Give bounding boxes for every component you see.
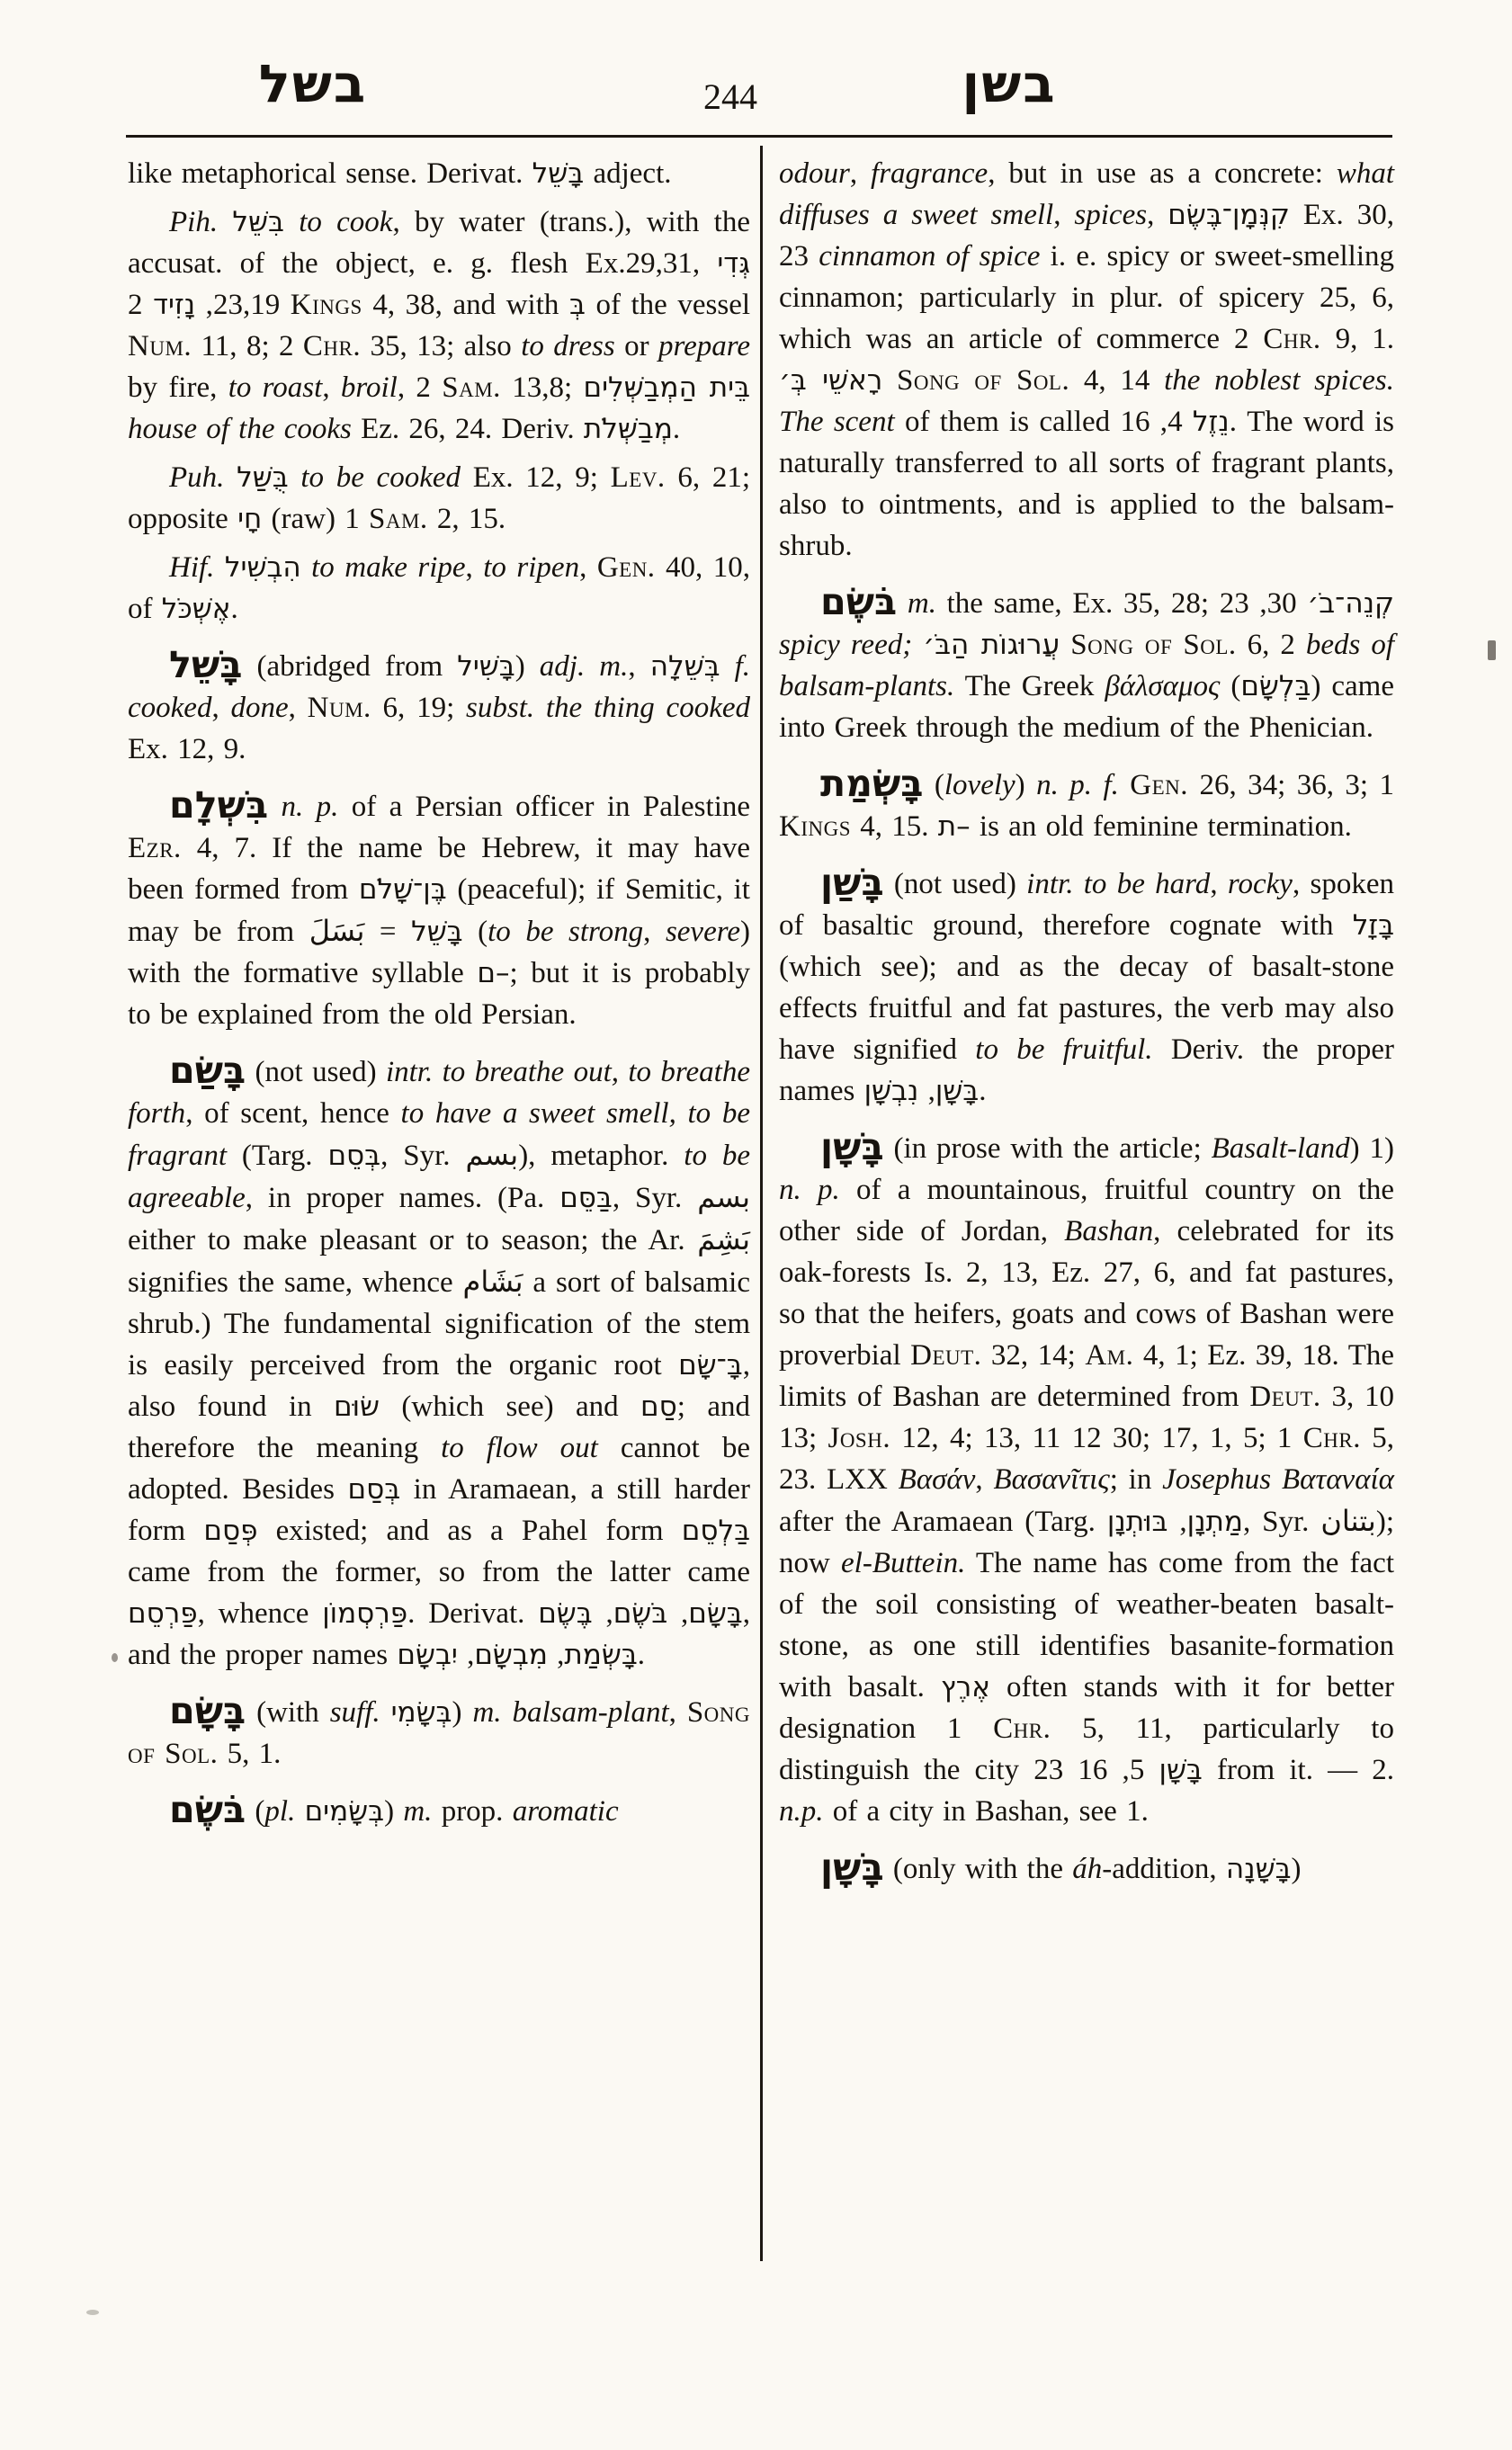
text-run: , of scent, hence xyxy=(185,1097,401,1130)
smallcaps-reference-run: Kings xyxy=(779,810,852,843)
italic-text-run: fragrance xyxy=(871,157,989,190)
text-run: came from the former, so from the latter came xyxy=(128,1556,750,1588)
smallcaps-reference-run: Num. xyxy=(307,692,371,724)
text-run: , xyxy=(918,1075,935,1107)
hebrew-word: גְּדִי xyxy=(717,247,750,280)
italic-text-run: what diffuses a sweet smell xyxy=(779,157,1394,231)
text-run: . xyxy=(637,1639,646,1671)
text-run: ) 1) xyxy=(1349,1132,1394,1165)
smallcaps-reference-run: Chr. xyxy=(1263,323,1321,355)
hebrew-word: בָּזָל xyxy=(1352,909,1394,942)
italic-text-run: to flow out xyxy=(441,1432,598,1464)
ink-speck xyxy=(112,1653,118,1662)
column-divider-rule xyxy=(760,146,763,2261)
italic-text-run: el-Buttein. xyxy=(841,1547,966,1579)
text-run: = xyxy=(364,916,412,948)
text-run xyxy=(1271,1463,1282,1496)
smallcaps-reference-run: Chr. xyxy=(1302,1422,1361,1454)
text-run: 4, 38, and with xyxy=(362,289,569,321)
smallcaps-reference-run: Song of Sol. xyxy=(896,364,1070,397)
hebrew-word: הִבְשִׁיל xyxy=(224,551,301,584)
hebrew-word: בָּשֵׁל xyxy=(532,157,585,190)
hebrew-word: בְּסֵם xyxy=(327,1140,381,1172)
hebrew-headword: בָּשָׁן xyxy=(820,1846,884,1889)
text-run: 4, 7. If the name be Hebrew, it may have been formed from xyxy=(128,832,750,906)
hebrew-word: פְּסַם xyxy=(203,1515,258,1547)
text-run: of a city in Bashan, see 1. xyxy=(823,1795,1149,1828)
smallcaps-reference-run: Chr. xyxy=(302,330,362,362)
text-run: the same, Ex. 35, 28; xyxy=(935,587,1220,620)
hebrew-word: בָּשְׂמַת xyxy=(564,1639,638,1671)
text-run: , xyxy=(849,157,872,190)
smallcaps-reference-run: Song of Sol. xyxy=(128,1696,750,1770)
text-run: (with xyxy=(246,1696,330,1729)
ink-speck xyxy=(1488,640,1496,660)
hebrew-word: פַּרְסְמוֹן xyxy=(322,1597,408,1630)
text-run: 40, 10, of xyxy=(128,551,751,625)
entry-paragraph xyxy=(128,457,750,540)
text-run: 23,19, xyxy=(195,289,281,321)
hebrew-word: מִבְשָׂם xyxy=(474,1639,548,1671)
entry-paragraph xyxy=(779,153,1394,567)
text-run: (not used) xyxy=(883,868,1027,900)
text-run: , 2 xyxy=(397,371,443,404)
text-run: ) xyxy=(452,1696,473,1729)
text-run: ; in xyxy=(1109,1463,1163,1496)
italic-text-run: m. balsam-plant xyxy=(472,1696,669,1729)
text-run: . xyxy=(979,1075,987,1107)
text-run: The Greek xyxy=(954,670,1105,702)
hebrew-word: בָּשֵׁל xyxy=(411,916,463,948)
text-run: after the Aramaean (Targ. xyxy=(779,1506,1107,1538)
italic-text-run: to dress xyxy=(521,330,615,362)
hebrew-word: יִבְשָׂם xyxy=(397,1639,458,1671)
entry-paragraph xyxy=(779,863,1394,1112)
text-run: , also found in xyxy=(128,1349,750,1423)
text-run: , xyxy=(547,1639,565,1671)
italic-text-run: Bashan xyxy=(1064,1215,1154,1247)
text-run: 6, 2 xyxy=(1236,629,1306,661)
hebrew-word: ם– xyxy=(477,957,510,989)
text-run: , xyxy=(667,1597,689,1630)
hebrew-word: בָּשָׂם xyxy=(688,1597,743,1630)
text-run: , by water (trans.), with the accusat. of the object, e. g. flesh Ex.29,31, xyxy=(128,206,750,280)
italic-text-run: subst. the thing cooked xyxy=(466,692,751,724)
smallcaps-reference-run: Gen. xyxy=(596,551,656,584)
hebrew-word: בָּ־שָׂם xyxy=(678,1349,743,1381)
text-run: (raw) 1 xyxy=(262,503,369,535)
greek-word: Βαταναία xyxy=(1281,1463,1395,1496)
italic-text-run: m. xyxy=(403,1795,433,1828)
hebrew-headword: בִּשְׁלָם xyxy=(169,783,269,827)
text-run: , xyxy=(1168,1506,1187,1538)
text-run: ) xyxy=(384,1795,404,1828)
greek-word: Βασάν xyxy=(898,1463,976,1496)
text-run: ( xyxy=(246,1795,265,1828)
header-rule xyxy=(126,135,1392,138)
text-run: , xyxy=(592,1597,613,1630)
italic-text-run: Pih. xyxy=(169,206,233,238)
text-run: is an old feminine termination. xyxy=(970,810,1352,843)
arabic-word: بَشِمَ xyxy=(697,1222,750,1256)
hebrew-word: בַּלְסֵם xyxy=(681,1515,751,1547)
hebrew-word: בְּ xyxy=(568,289,586,321)
text-run: , xyxy=(1053,199,1075,231)
text-run: The name has come from the fact of the soil consisting of weather-beaten basalt-stone, as one still identifies basanite-formation with basalt. xyxy=(779,1547,1394,1703)
hebrew-headword: בָּשֵׁל xyxy=(169,643,243,686)
text-run: or xyxy=(614,330,658,362)
hebrew-word: בָּשִׁיל xyxy=(457,650,515,683)
entry-paragraph xyxy=(779,762,1395,847)
hebrew-headword: בֹּשֶׂם xyxy=(820,580,898,623)
hebrew-word: מַתְנָן xyxy=(1186,1506,1243,1538)
text-run: ; but it is probably to be explained from the old Persian. xyxy=(128,957,750,1031)
italic-text-run: to be fruitful. xyxy=(975,1033,1153,1066)
running-head-right-catchword: בשן xyxy=(962,53,1057,114)
italic-text-run: beds of balsam-plants. xyxy=(779,629,1395,702)
hebrew-word: קְנֵה־בֹ׳ xyxy=(1307,587,1395,620)
hebrew-word: רָאשֵׁי בְּ׳ xyxy=(779,364,883,397)
entry-paragraph xyxy=(128,1788,750,1832)
italic-text-run: to be cooked xyxy=(288,461,461,494)
text-run: in Aramaean, a still harder form xyxy=(128,1473,750,1547)
smallcaps-reference-run: Josh. xyxy=(828,1422,891,1454)
text-run: 32, 14; xyxy=(981,1339,1086,1372)
hebrew-word: בָּשָׁן xyxy=(935,1075,980,1107)
hebrew-word: בַּלְשָׂם xyxy=(1240,670,1311,702)
italic-text-run: Puh. xyxy=(169,461,237,494)
text-run: either to make pleasant or to season; the Ar. xyxy=(128,1224,698,1256)
syriac-word: بتنان xyxy=(1320,1504,1376,1538)
text-run: . Derivat. xyxy=(407,1597,539,1630)
italic-text-run: spicy reed; xyxy=(779,629,913,661)
text-run: 11, 8; 2 xyxy=(192,330,303,362)
text-run: of the vessel xyxy=(585,289,751,321)
text-run: of a Persian officer in Palestine xyxy=(338,791,751,823)
text-run: , but in use as a concrete: xyxy=(988,157,1337,190)
text-run: of them is called xyxy=(894,406,1121,438)
smallcaps-reference-run: Sam. xyxy=(368,503,428,535)
text-run: often stands with it for better designation 1 xyxy=(779,1671,1394,1745)
text-run: 4, 15. xyxy=(851,810,938,843)
text-run: ) xyxy=(514,650,540,683)
hebrew-word: בִּשֵּׁל xyxy=(232,206,284,238)
text-run: 5, 23. LXX xyxy=(779,1422,1395,1496)
text-run: -addition, xyxy=(1102,1853,1226,1885)
italic-text-run: severe xyxy=(665,916,740,948)
italic-text-run: intr. to breathe out, to breathe forth xyxy=(128,1056,750,1130)
text-run xyxy=(1172,629,1183,661)
ink-speck xyxy=(86,2310,99,2315)
entry-paragraph xyxy=(128,547,750,630)
smallcaps-reference-run: Kings xyxy=(290,289,362,321)
text-run: (Targ. xyxy=(227,1140,328,1172)
text-run: , xyxy=(1210,868,1228,900)
text-run: , xyxy=(1147,199,1168,231)
smallcaps-reference-run: Lev. xyxy=(610,461,666,494)
text-run: 6, 19; xyxy=(371,692,467,724)
text-run: , xyxy=(322,371,341,404)
text-run: , xyxy=(211,692,231,724)
italic-text-run: Josephus xyxy=(1162,1463,1272,1496)
italic-text-run: to have a sweet smell, to be fragrant xyxy=(128,1097,750,1172)
text-run: (in prose with the article; xyxy=(883,1132,1212,1165)
smallcaps-reference-run: Deut. xyxy=(1249,1381,1321,1413)
hebrew-headword: בָּשַׂם xyxy=(169,1049,246,1092)
italic-text-run: cinnamon of spice xyxy=(819,240,1041,273)
text-run: Deriv. the proper names xyxy=(779,1033,1395,1107)
text-run: ) came into Greek through the medium of the Phenician. xyxy=(779,670,1394,744)
text-run: , spoken of basaltic ground, therefore cognate with xyxy=(779,868,1394,942)
italic-text-run: to be strong xyxy=(488,916,644,948)
italic-text-run: to roast xyxy=(228,371,323,404)
hebrew-word: בְּשָׂמִי xyxy=(390,1696,452,1729)
hebrew-word: אֶשְׁכֹּל xyxy=(161,593,231,625)
text-run xyxy=(882,364,897,397)
smallcaps-reference-run: Ezr. xyxy=(128,832,182,864)
entry-paragraph xyxy=(128,153,750,194)
hebrew-headword: בֹּשֶׂם xyxy=(169,1788,246,1831)
right-column xyxy=(779,153,1394,1890)
hebrew-word: בֻּשַּׁל xyxy=(237,461,289,494)
text-run xyxy=(1119,769,1130,801)
italic-text-run: broil xyxy=(340,371,398,404)
greek-word: βάλσαμος xyxy=(1105,670,1221,702)
text-run: ; and therefore the meaning xyxy=(128,1390,750,1464)
italic-text-run: Basalt-land xyxy=(1211,1132,1350,1165)
hebrew-word: בֶּשֶׂם xyxy=(538,1597,593,1630)
text-run: , whence xyxy=(197,1597,323,1630)
text-run: cannot be adopted. Besides xyxy=(128,1432,751,1506)
text-run: i. e. spicy or sweet-smelling cinnamon; particularly in plur. of spicery 25, 6, which was an article of commerce 2 xyxy=(779,240,1394,355)
text-run: by fire, xyxy=(128,371,228,404)
text-run: Ez. 26, 24. Deriv. xyxy=(351,413,584,445)
text-run: , xyxy=(668,1696,687,1729)
hebrew-word: בֶּן־שָׁלֹם xyxy=(358,873,447,906)
text-run: 4, 1; Ez. 39, 18. The limits of Bashan are determined from xyxy=(779,1339,1395,1413)
italic-text-run: to ripen xyxy=(483,551,580,584)
syriac-word: بسم xyxy=(697,1180,750,1214)
text-run: ( xyxy=(923,769,944,801)
text-run: , and the proper names xyxy=(128,1597,750,1671)
text-run: ) xyxy=(1291,1853,1302,1885)
italic-text-run: pl. xyxy=(264,1795,296,1828)
hebrew-word: בּוּתְנָן xyxy=(1106,1506,1168,1538)
text-run: like metaphorical sense. Derivat. xyxy=(128,157,532,190)
text-run: of a mountainous, fruitful country on the other side of Jordan, xyxy=(779,1174,1395,1247)
text-run: 26, 34; 36, 3; 1 xyxy=(1188,769,1395,801)
text-run: Ex. 12, 9; xyxy=(461,461,611,494)
text-run: , celebrated for its oak-forests Is. 2, 13, Ez. 27, 6, and fat pastures, so that the heifers, goats and cows of Bashan were proverbial xyxy=(779,1215,1395,1372)
page-number: 244 xyxy=(703,76,757,117)
text-run: , Syr. xyxy=(1242,1506,1321,1538)
italic-text-run: odour xyxy=(779,157,850,190)
text-run: prop. xyxy=(432,1795,513,1828)
text-run: , xyxy=(628,650,650,683)
text-run: 4, 14 xyxy=(1069,364,1165,397)
text-run: 5, 1. xyxy=(218,1738,282,1770)
text-run: , in proper names. (Pa. xyxy=(245,1182,560,1214)
entry-paragraph xyxy=(128,643,751,770)
italic-text-run: áh xyxy=(1072,1853,1103,1885)
hebrew-word: בֵּית הַמְבַשְּׁלִים xyxy=(583,371,751,404)
text-run: 35, 13; also xyxy=(361,330,522,362)
syriac-word: بسم xyxy=(465,1138,519,1172)
text-run xyxy=(268,791,281,823)
hebrew-word: אֶרֶץ xyxy=(940,1671,990,1703)
hebrew-word: פַּרְסֵם xyxy=(128,1597,198,1630)
text-run: 3, 10 13; xyxy=(779,1381,1395,1454)
text-run: a sort of balsamic shrub.) The fundamental signification of the stem is easily perceived from the organic root xyxy=(128,1266,750,1381)
hebrew-word: מְבַשְּׁלֹת xyxy=(583,413,673,445)
hebrew-word: שׂוּם xyxy=(334,1390,380,1423)
hebrew-word: נֵזֶל xyxy=(1192,406,1230,438)
text-run xyxy=(380,1696,391,1729)
italic-text-run: prepare xyxy=(658,330,750,362)
italic-text-run: intr. to be hard xyxy=(1026,868,1211,900)
hebrew-word: בָּשָׁן xyxy=(1159,1754,1203,1786)
text-run: , xyxy=(465,551,484,584)
smallcaps-reference-run: Gen. xyxy=(1130,769,1189,801)
italic-text-run: rocky xyxy=(1227,868,1293,900)
text-run: ) xyxy=(1015,769,1037,801)
smallcaps-reference-run: Deut. xyxy=(910,1339,982,1372)
text-run: ) with the formative syllable xyxy=(128,916,750,989)
text-run: 4, 16. The word is naturally transferred to all sorts of fragrant plants, also to ointments, and is applied to the balsam-shrub. xyxy=(779,406,1395,562)
greek-word: Βασανῖτις xyxy=(993,1463,1110,1496)
italic-text-run: n. p. xyxy=(779,1174,840,1206)
smallcaps-reference-run: Sol. xyxy=(1183,629,1237,661)
text-run: , xyxy=(288,692,308,724)
italic-text-run: house of the cooks xyxy=(128,413,352,445)
entry-paragraph xyxy=(128,1051,750,1676)
italic-text-run: lovely xyxy=(944,769,1015,801)
text-run: (only with the xyxy=(883,1853,1073,1885)
hebrew-word: בְּשֵׁלָה xyxy=(649,650,720,683)
text-run: 5, 11, particularly to distinguish the city xyxy=(779,1712,1394,1786)
text-run: adject. xyxy=(584,157,672,190)
text-run: 9, 1. xyxy=(1320,323,1394,355)
text-run: (not used) xyxy=(246,1056,386,1088)
hebrew-word: קִנְּמָן־בֶּשֶׂם xyxy=(1168,199,1290,231)
hebrew-word: בָּשָׁנָה xyxy=(1225,1853,1292,1885)
text-run: Ex. 12, 9. xyxy=(128,733,246,765)
text-run: existed; and as a Pahel form xyxy=(257,1515,682,1547)
hebrew-headword: בָּשָׁן xyxy=(820,1125,884,1168)
hebrew-word: ת– xyxy=(937,810,971,843)
text-run: . xyxy=(230,593,238,625)
text-run: (peaceful); if Semitic, it may be from xyxy=(128,873,750,948)
text-run: 2 xyxy=(128,289,291,321)
text-run xyxy=(897,587,908,620)
text-run: ); now xyxy=(779,1506,1394,1579)
hebrew-word: עֲרוּגוֹת הַבֹּ׳ xyxy=(923,629,1060,661)
text-run: 12, 4; 13, 11 12 30; 17, 1, 5; 1 xyxy=(890,1422,1303,1454)
text-run: ( xyxy=(462,916,488,948)
italic-text-run: to cook xyxy=(283,206,393,238)
hebrew-headword: בָּשַׁן xyxy=(820,861,884,904)
text-run xyxy=(912,629,923,661)
italic-text-run: aromatic xyxy=(512,1795,619,1828)
italic-text-run: Hif. xyxy=(169,551,225,584)
text-run: . xyxy=(672,413,681,445)
text-run: (abridged from xyxy=(242,650,458,683)
text-run: (which see) and xyxy=(380,1390,641,1423)
smallcaps-reference-run: Sam. xyxy=(442,371,501,404)
italic-text-run: to make ripe xyxy=(300,551,466,584)
italic-text-run: spices xyxy=(1074,199,1148,231)
italic-text-run: adj. m. xyxy=(539,650,629,683)
text-run: ), metaphor. xyxy=(518,1140,684,1172)
text-run: 30, 23 xyxy=(1219,587,1308,620)
left-column xyxy=(128,153,750,1832)
italic-text-run: the noblest spices. The scent xyxy=(779,364,1395,438)
text-run: , xyxy=(457,1639,475,1671)
smallcaps-reference-run: Song of xyxy=(1070,629,1173,661)
entry-paragraph xyxy=(128,783,751,1035)
hebrew-word: נָזִיד xyxy=(153,289,196,321)
text-run: 6, 21; opposite xyxy=(128,461,750,535)
hebrew-word: בֹּשֶׂם xyxy=(613,1597,668,1630)
hebrew-headword: בָּשָׂם xyxy=(169,1689,246,1732)
arabic-word: بَشَام xyxy=(462,1265,523,1299)
text-run: (which see); and as the decay of basalt-stone effects fruitful and fat pastures, the verb may also have signified xyxy=(779,951,1394,1066)
hebrew-word: בְּסַם xyxy=(347,1473,401,1506)
hebrew-word: חָי xyxy=(237,503,263,535)
italic-text-run: n. p. xyxy=(281,791,339,823)
smallcaps-reference-run: Num. xyxy=(128,330,192,362)
entry-paragraph xyxy=(779,1125,1395,1832)
entry-paragraph xyxy=(128,1689,750,1775)
text-run: , Syr. xyxy=(612,1182,698,1214)
text-run: , xyxy=(579,551,597,584)
arabic-word: بَسَلَ xyxy=(309,914,365,948)
hebrew-word: נִבְשָׁן xyxy=(863,1075,919,1107)
italic-text-run: suff. xyxy=(329,1696,380,1729)
running-head-left-catchword: בשל xyxy=(258,53,368,114)
smallcaps-reference-run: Chr. xyxy=(993,1712,1051,1745)
italic-text-run: to be agreeable xyxy=(128,1140,750,1214)
italic-text-run: f. cooked xyxy=(128,650,750,724)
italic-text-run: n.p. xyxy=(779,1795,824,1828)
hebrew-word: סַם xyxy=(640,1390,677,1423)
text-run: ( xyxy=(1220,670,1241,702)
text-run: signifies the same, whence xyxy=(128,1266,463,1299)
text-run: , xyxy=(643,916,666,948)
italic-text-run: m. xyxy=(907,587,936,620)
entry-paragraph xyxy=(128,201,750,450)
smallcaps-reference-run: Am. xyxy=(1085,1339,1134,1372)
italic-text-run: n. p. f. xyxy=(1036,769,1119,801)
hebrew-headword: בָּשְׂמַת xyxy=(820,762,924,805)
hebrew-word: בְּשָׂמִים xyxy=(304,1795,385,1828)
italic-text-run: done xyxy=(230,692,289,724)
text-run: 2, 15. xyxy=(427,503,506,535)
hebrew-word: בַּסֵּם xyxy=(559,1182,613,1214)
text-run: 13,8; xyxy=(500,371,584,404)
entry-paragraph xyxy=(779,580,1395,748)
text-run: , xyxy=(975,1463,994,1496)
text-run xyxy=(295,1795,304,1828)
text-run: 5, 16 23 from it. — 2. xyxy=(1033,1754,1395,1786)
text-run: Ex. 30, 23 xyxy=(779,199,1395,273)
text-run: , Syr. xyxy=(380,1140,466,1172)
text-run xyxy=(1060,629,1070,661)
entry-paragraph xyxy=(779,1848,1394,1890)
